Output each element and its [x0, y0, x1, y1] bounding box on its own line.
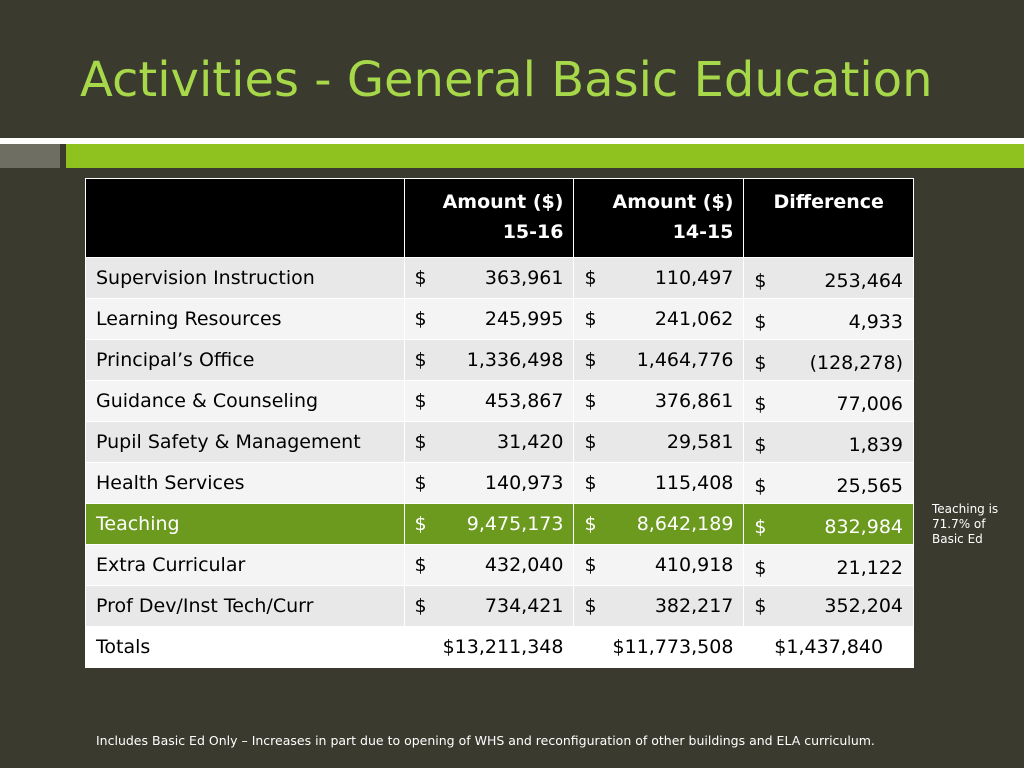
slide-title: Activities - General Basic Education [80, 52, 933, 108]
currency-symbol: $ [414, 431, 427, 453]
amount-number: 734,421 [484, 595, 564, 617]
difference-number: 77,006 [836, 393, 903, 415]
row-label: Principal’s Office [86, 340, 405, 381]
difference-number: 352,204 [824, 595, 903, 617]
difference-cell [744, 545, 914, 586]
amount-cell [574, 545, 744, 586]
amount-cell [574, 381, 744, 422]
difference-cell [744, 299, 914, 340]
amount-cell [574, 340, 744, 381]
currency-symbol: $ [414, 390, 427, 412]
table-row [86, 463, 914, 504]
difference-cell [744, 422, 914, 463]
currency-symbol: $ [584, 390, 597, 412]
amount-number: 432,040 [484, 554, 564, 576]
difference-number: 4,933 [848, 311, 903, 333]
row-label: Guidance & Counseling [86, 381, 405, 422]
totals-difference [744, 627, 914, 668]
amount-cell [404, 381, 574, 422]
currency-symbol: $ [754, 393, 767, 415]
table-row [86, 299, 914, 340]
accent-block-gray [0, 144, 60, 168]
totals-value: $13,211,348 [442, 636, 564, 658]
difference-value [754, 595, 903, 617]
currency-symbol: $ [414, 554, 427, 576]
row-label: Health Services [86, 463, 405, 504]
currency-symbol: $ [414, 472, 427, 494]
amount-cell [404, 586, 574, 627]
difference-cell [744, 463, 914, 504]
amount-cell [404, 463, 574, 504]
table-row [86, 586, 914, 627]
amount-number: 29,581 [666, 431, 734, 453]
amount-number: 363,961 [484, 267, 564, 289]
amount-number: 410,918 [654, 554, 734, 576]
amount-cell [574, 299, 744, 340]
difference-value [754, 469, 903, 497]
amount-number: 245,995 [484, 308, 564, 330]
table-row [86, 258, 914, 299]
currency-symbol: $ [754, 516, 767, 538]
table-row [86, 422, 914, 463]
amount-value [584, 595, 733, 617]
accent-bar-green [66, 144, 1024, 168]
difference-value [754, 428, 903, 456]
amount-value [415, 267, 564, 289]
row-label: Learning Resources [86, 299, 405, 340]
currency-symbol: $ [754, 270, 767, 292]
amount-cell [574, 258, 744, 299]
header-text: Difference [773, 191, 884, 213]
budget-table [85, 178, 914, 668]
amount-cell [404, 504, 574, 545]
currency-symbol: $ [414, 349, 427, 371]
amount-value [584, 267, 733, 289]
amount-number: 9,475,173 [466, 513, 564, 535]
amount-number: 382,217 [654, 595, 734, 617]
currency-symbol: $ [414, 595, 427, 617]
amount-number: 376,861 [654, 390, 734, 412]
amount-value [415, 595, 564, 617]
amount-value [415, 554, 564, 576]
currency-symbol: $ [414, 267, 427, 289]
difference-number: 25,565 [836, 475, 903, 497]
amount-number: 1,464,776 [636, 349, 734, 371]
amount-value [584, 513, 733, 535]
currency-symbol: $ [584, 349, 597, 371]
amount-cell [404, 258, 574, 299]
difference-number: (128,278) [809, 352, 903, 374]
amount-cell [404, 340, 574, 381]
header-difference [744, 179, 914, 258]
difference-number: 21,122 [836, 557, 903, 579]
amount-value [584, 554, 733, 576]
amount-number: 1,336,498 [466, 349, 564, 371]
amount-cell [574, 422, 744, 463]
amount-value [415, 431, 564, 453]
difference-value [754, 346, 903, 374]
row-label: Teaching [86, 504, 405, 545]
table-header-row [86, 179, 914, 258]
currency-symbol: $ [584, 554, 597, 576]
header-text: 14-15 [672, 221, 734, 243]
header-text: Amount ($) [612, 191, 734, 213]
amount-number: 453,867 [484, 390, 564, 412]
amount-number: 140,973 [484, 472, 564, 494]
currency-symbol: $ [754, 352, 767, 374]
amount-number: 8,642,189 [636, 513, 734, 535]
amount-value [415, 349, 564, 371]
currency-symbol: $ [754, 311, 767, 333]
currency-symbol: $ [584, 472, 597, 494]
amount-number: 110,497 [654, 267, 734, 289]
table-row [86, 504, 914, 545]
amount-cell [404, 545, 574, 586]
amount-number: 115,408 [654, 472, 734, 494]
totals-amount-14-15 [574, 627, 744, 668]
totals-row [86, 627, 914, 668]
difference-cell [744, 586, 914, 627]
difference-cell [744, 340, 914, 381]
currency-symbol: $ [584, 513, 597, 535]
row-label: Pupil Safety & Management [86, 422, 405, 463]
row-label: Prof Dev/Inst Tech/Curr [86, 586, 405, 627]
amount-value [415, 308, 564, 330]
header-text: 15-16 [502, 221, 564, 243]
amount-value [584, 431, 733, 453]
teaching-note: Teaching is 71.7% of Basic Ed [932, 502, 999, 546]
difference-cell [744, 381, 914, 422]
amount-cell [574, 463, 744, 504]
table-row [86, 545, 914, 586]
difference-number: 1,839 [848, 434, 903, 456]
amount-value [584, 472, 733, 494]
header-blank [86, 179, 405, 258]
header-text: Amount ($) [442, 191, 564, 213]
currency-symbol: $ [754, 475, 767, 497]
amount-value [584, 349, 733, 371]
difference-number: 832,984 [824, 516, 903, 538]
difference-value [754, 305, 903, 333]
totals-value: $1,437,840 [774, 636, 884, 658]
table-row [86, 381, 914, 422]
amount-value [415, 390, 564, 412]
table-row [86, 340, 914, 381]
currency-symbol: $ [754, 434, 767, 456]
difference-value [754, 387, 903, 415]
difference-value [754, 551, 903, 579]
difference-value [754, 510, 903, 538]
totals-label: Totals [86, 627, 405, 668]
header-amount-15-16 [404, 179, 574, 258]
totals-value: $11,773,508 [612, 636, 734, 658]
row-label: Extra Curricular [86, 545, 405, 586]
currency-symbol: $ [414, 308, 427, 330]
currency-symbol: $ [754, 557, 767, 579]
amount-value [415, 472, 564, 494]
amount-value [415, 513, 564, 535]
amount-value [584, 308, 733, 330]
currency-symbol: $ [754, 595, 767, 617]
difference-cell [744, 504, 914, 545]
amount-cell [404, 299, 574, 340]
currency-symbol: $ [584, 595, 597, 617]
row-label: Supervision Instruction [86, 258, 405, 299]
amount-cell [574, 504, 744, 545]
difference-cell [744, 258, 914, 299]
amount-number: 241,062 [654, 308, 734, 330]
currency-symbol: $ [584, 431, 597, 453]
footer-note: Includes Basic Ed Only – Increases in part due to opening of WHS and reconfiguration of other buildings and ELA curriculum. [96, 733, 875, 748]
amount-cell [404, 422, 574, 463]
currency-symbol: $ [414, 513, 427, 535]
currency-symbol: $ [584, 308, 597, 330]
amount-value [584, 390, 733, 412]
totals-amount-15-16 [404, 627, 574, 668]
currency-symbol: $ [584, 267, 597, 289]
header-amount-14-15 [574, 179, 744, 258]
amount-cell [574, 586, 744, 627]
difference-number: 253,464 [824, 270, 903, 292]
difference-value [754, 264, 903, 292]
amount-number: 31,420 [496, 431, 564, 453]
